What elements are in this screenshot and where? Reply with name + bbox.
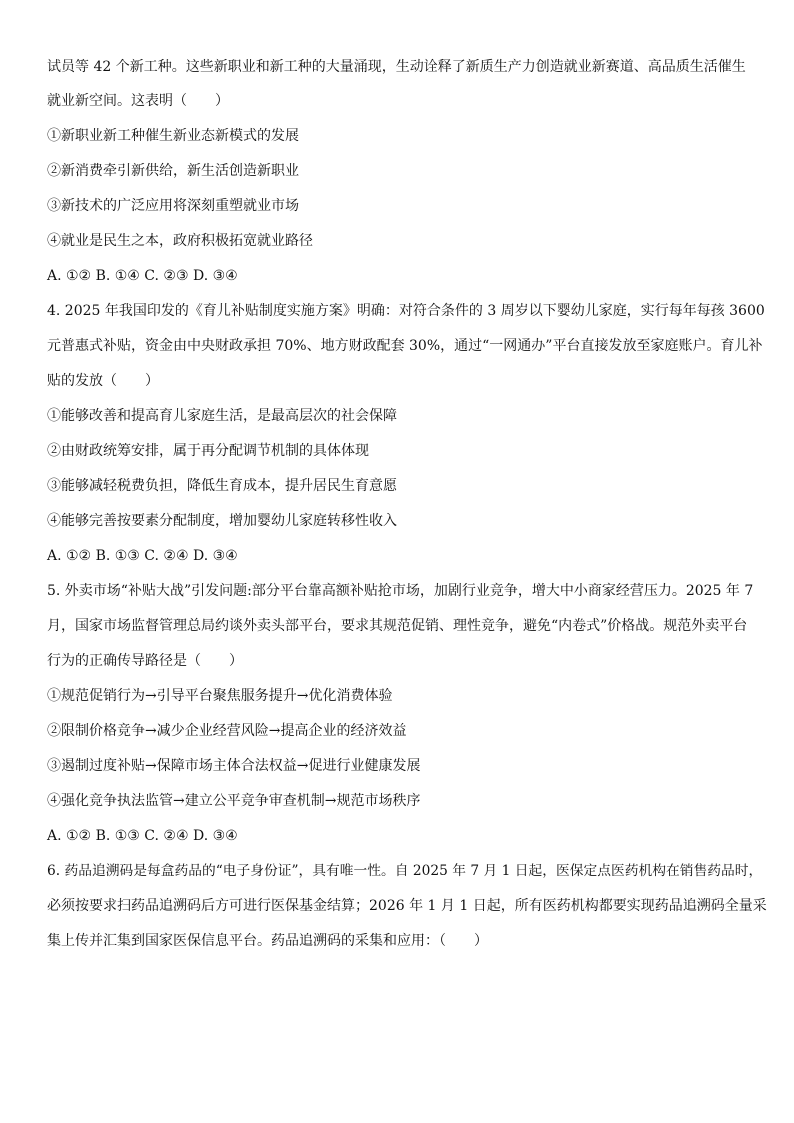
q3-option-1: ①新职业新工种催生新业态新模式的发展: [47, 128, 299, 144]
q4-option-4: ④能够完善按要素分配制度，增加婴幼儿家庭转移性收入: [47, 513, 397, 529]
q4-option-2: ②由财政统筹安排，属于再分配调节机制的具体体现: [47, 443, 369, 459]
q3-option-4: ④就业是民生之本，政府积极拓宽就业路径: [47, 233, 313, 249]
q6-stem-line-2: 必须按要求扫药品追溯码后方可进行医保基金结算；2026 年 1 月 1 日起，所有医药机构都要实现药品追溯码全量采: [47, 898, 767, 914]
q3-option-2: ②新消费牵引新供给，新生活创造新职业: [47, 163, 299, 179]
q5-choices: A. ①② B. ①③ C. ②④ D. ③④: [47, 828, 238, 844]
q5-option-4: ④强化竞争执法监管→建立公平竞争审查机制→规范市场秩序: [47, 793, 421, 809]
q4-option-1: ①能够改善和提高育儿家庭生活，是最高层次的社会保障: [47, 408, 397, 424]
q4-stem-line-1: 4. 2025 年我国印发的《育儿补贴制度实施方案》明确：对符合条件的 3 周岁以下婴幼儿家庭，实行每年每孩 3600: [47, 303, 765, 319]
q6-stem-line-1: 6. 药品追溯码是每盒药品的“电子身份证”，具有唯一性。自 2025 年 7 月 1 日起，医保定点医药机构在销售药品时，: [47, 863, 763, 879]
q5-option-1: ①规范促销行为→引导平台聚焦服务提升→优化消费体验: [47, 688, 393, 704]
q3-stem-line-1: 试员等 42 个新工种。这些新职业和新工种的大量涌现，生动诠释了新质生产力创造就业新赛道、高品质生活催生: [47, 59, 746, 75]
q6-stem-line-3: 集上传并汇集到国家医保信息平台。药品追溯码的采集和应用：（ ）: [47, 933, 488, 949]
q4-choices: A. ①② B. ①③ C. ②④ D. ③④: [47, 548, 238, 564]
q5-stem-line-3: 行为的正确传导路径是（ ）: [47, 653, 243, 669]
q5-stem-line-2: 月，国家市场监督管理总局约谈外卖头部平台，要求其规范促销、理性竞争，避免“内卷式”价格战。规范外卖平台: [47, 618, 748, 634]
q4-stem-line-3: 贴的发放（ ）: [47, 373, 159, 389]
q3-choices: A. ①② B. ①④ C. ②③ D. ③④: [47, 268, 238, 284]
q5-stem-line-1: 5. 外卖市场“补贴大战”引发问题:部分平台靠高额补贴抢市场，加剧行业竞争，增大中小商家经营压力。2025 年 7: [47, 583, 754, 599]
q3-stem-line-2: 就业新空间。这表明（ ）: [47, 93, 229, 109]
q4-option-3: ③能够减轻税费负担，降低生育成本，提升居民生育意愿: [47, 478, 397, 494]
q5-option-2: ②限制价格竞争→减少企业经营风险→提高企业的经济效益: [47, 723, 407, 739]
q3-option-3: ③新技术的广泛应用将深刻重塑就业市场: [47, 198, 299, 214]
q4-stem-line-2: 元普惠式补贴，资金由中央财政承担 70%、地方财政配套 30%，通过“一网通办”平台直接发放至家庭账户。育儿补: [47, 338, 763, 354]
q5-option-3: ③遏制过度补贴→保障市场主体合法权益→促进行业健康发展: [47, 758, 421, 774]
